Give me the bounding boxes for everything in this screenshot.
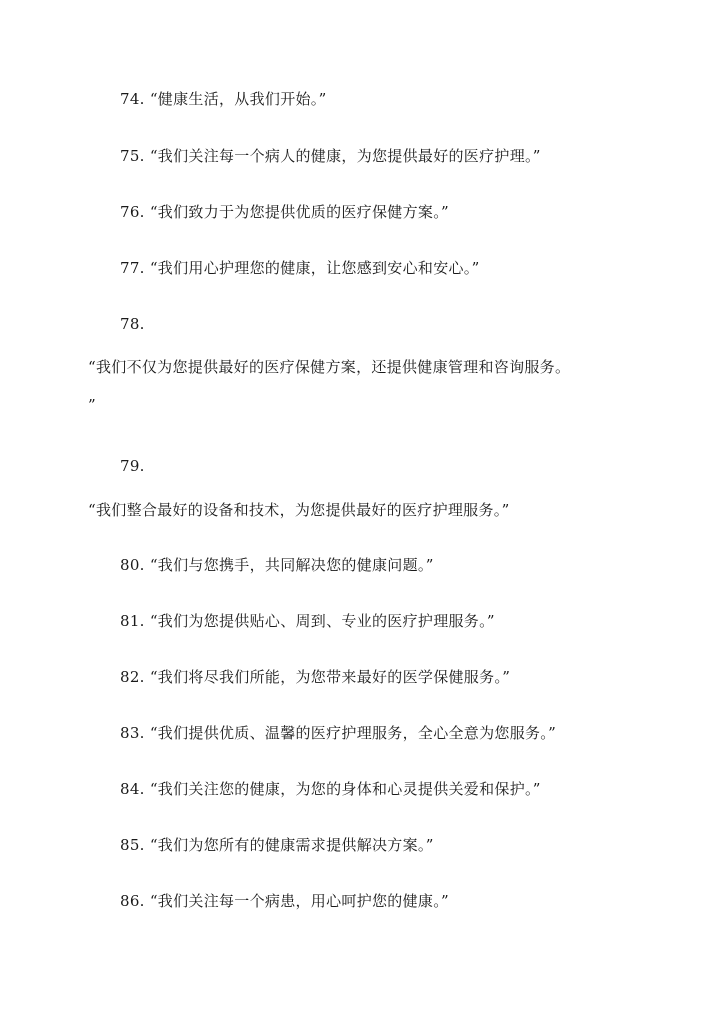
text-line: 74. “健康生活，从我们开始。” [120,90,327,108]
text-line: “我们不仅为您提供最好的医疗保健方案，还提供健康管理和咨询服务。 [88,358,571,376]
text-line: 84. “我们关注您的健康，为您的身体和心灵提供关爱和保护。” [120,780,541,798]
text-line: 83. “我们提供优质、温馨的医疗护理服务，全心全意为您服务。” [120,724,557,742]
text-line: 86. “我们关注每一个病患，用心呵护您的健康。” [120,892,449,910]
text-line: 76. “我们致力于为您提供优质的医疗保健方案。” [120,203,449,221]
text-line: 75. “我们关注每一个病人的健康，为您提供最好的医疗护理。” [120,147,541,165]
text-line: 81. “我们为您提供贴心、周到、专业的医疗护理服务。” [120,612,495,630]
text-line: “我们整合最好的设备和技术，为您提供最好的医疗护理服务。” [88,501,510,519]
text-line: 82. “我们将尽我们所能，为您带来最好的医学保健服务。” [120,668,511,686]
text-line: 78. [120,315,145,333]
text-line: 77. “我们用心护理您的健康，让您感到安心和安心。” [120,259,480,277]
text-line: 80. “我们与您携手，共同解决您的健康问题。” [120,556,434,574]
text-line: ” [88,396,96,414]
text-line: 79. [120,457,145,475]
text-line: 85. “我们为您所有的健康需求提供解决方案。” [120,836,434,854]
